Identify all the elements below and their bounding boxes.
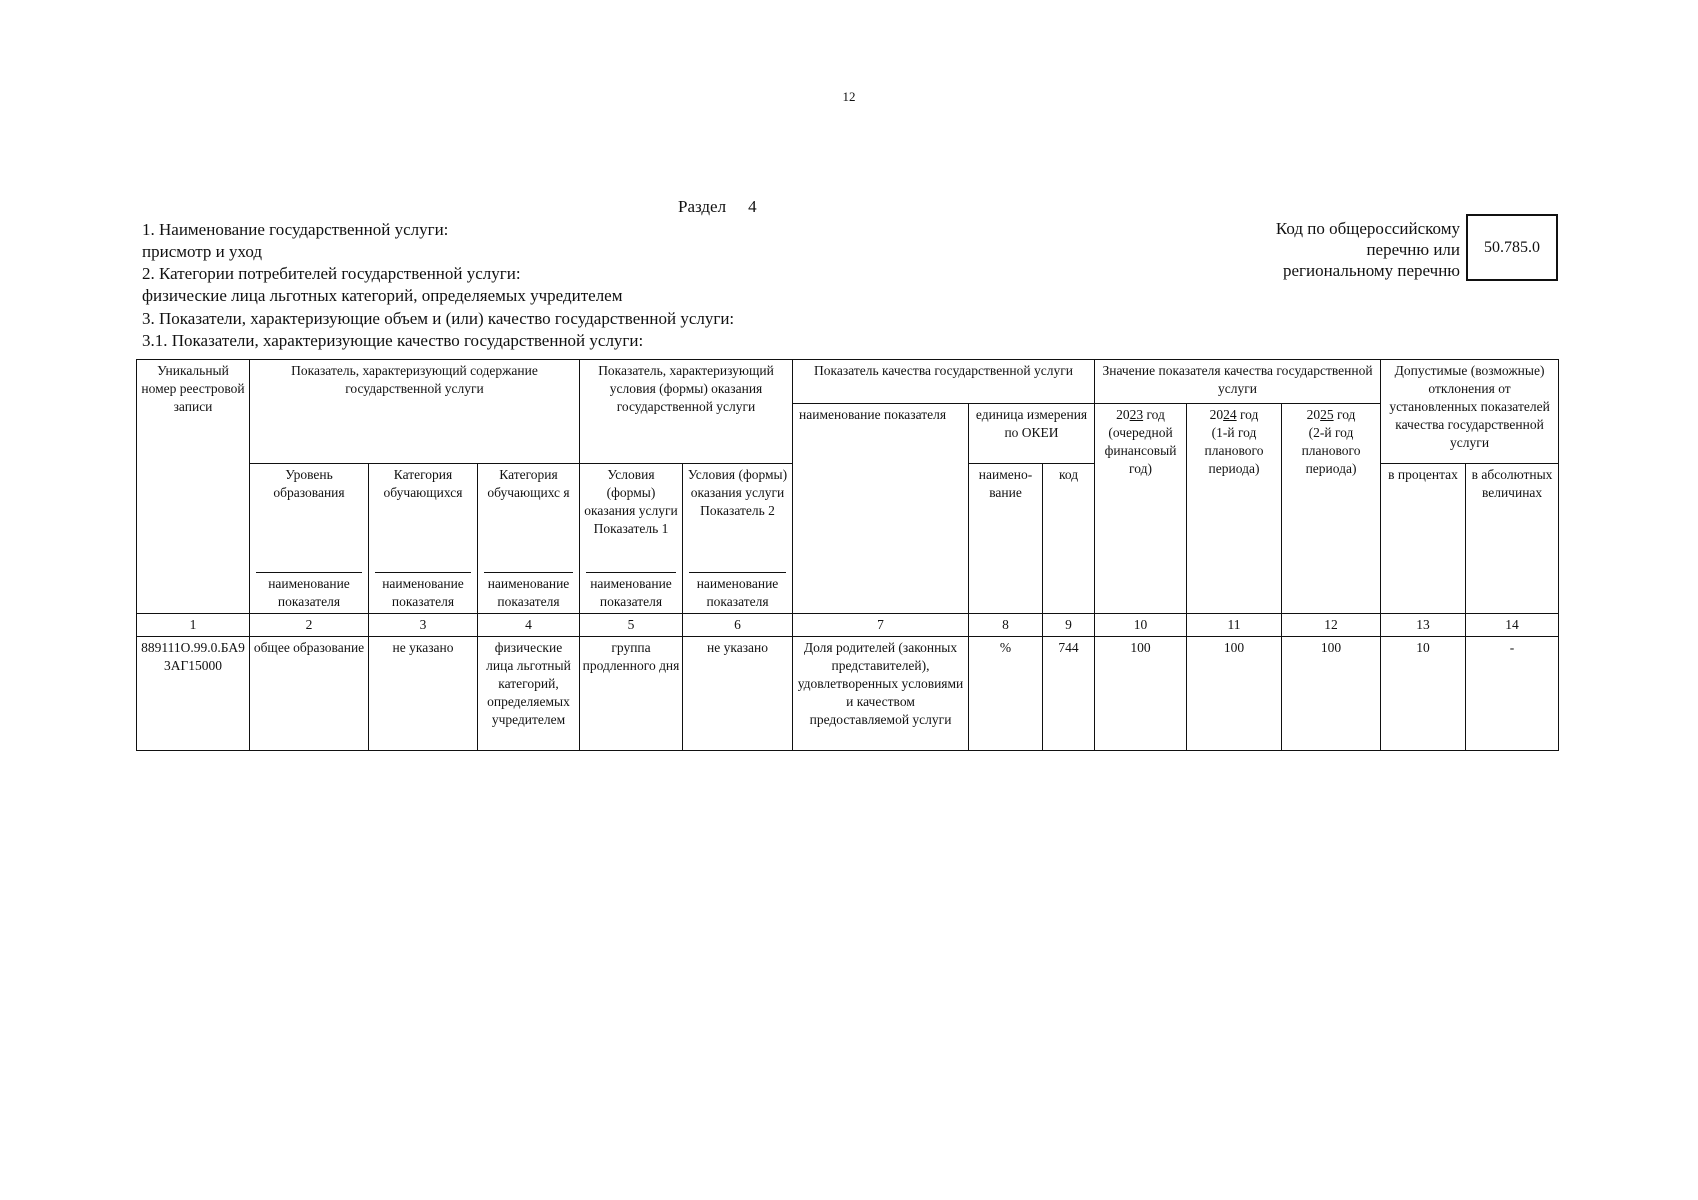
cell-deviation-percent: 10 bbox=[1381, 637, 1466, 751]
service-name-value: присмотр и уход bbox=[142, 242, 263, 261]
cell-condition-2: не указано bbox=[683, 637, 793, 751]
cell-condition-1: группа продленного дня bbox=[580, 637, 683, 751]
header-deviation-absolute: в абсолютных величинах bbox=[1466, 464, 1559, 614]
year-2023-label: год bbox=[1143, 407, 1165, 422]
header-year-2024 bbox=[1187, 404, 1282, 614]
consumers-value: физические лица льготных категорий, определяемых учредителем bbox=[142, 286, 623, 305]
year-2023-desc: (очередной финансовый год) bbox=[1104, 425, 1177, 476]
header-content-indicator: Показатель, характеризующий содержание государственной услуги bbox=[250, 360, 580, 464]
condition-2-sub: наименование показателя bbox=[689, 572, 786, 611]
header-deviation: Допустимые (возможные) отклонения от установленных показателей качества государственной услуги bbox=[1381, 360, 1559, 464]
column-number: 4 bbox=[478, 614, 580, 637]
header-conditions-indicator: Показатель, характеризующий условия (формы) оказания государственной услуги bbox=[580, 360, 793, 464]
cell-value-2025: 100 bbox=[1282, 637, 1381, 751]
header-unit-name: наимено-вание bbox=[969, 464, 1043, 614]
cell-indicator-name: Доля родителей (законных представителей), удовлетворенных условиями и качеством предоставляемой услуги bbox=[793, 637, 969, 751]
quality-indicators-heading: 3.1. Показатели, характеризующие качество государственной услуги: bbox=[142, 331, 644, 350]
year-2025-desc: (2-й год планового периода) bbox=[1301, 425, 1361, 476]
column-number: 10 bbox=[1095, 614, 1187, 637]
quality-indicators-table bbox=[136, 359, 1559, 751]
year-2023-suffix: 23 bbox=[1129, 407, 1144, 422]
registry-code-box bbox=[1466, 214, 1558, 281]
education-level-label: Уровень образования bbox=[273, 467, 345, 500]
column-number: 14 bbox=[1466, 614, 1559, 637]
column-number: 3 bbox=[369, 614, 478, 637]
header-deviation-percent: в процентах bbox=[1381, 464, 1466, 614]
year-2024-suffix: 24 bbox=[1223, 407, 1237, 422]
year-2024-label: год bbox=[1236, 407, 1259, 422]
cell-student-category-2: физические лица льготный категорий, определяемых учредителем bbox=[478, 637, 580, 751]
column-number: 11 bbox=[1187, 614, 1282, 637]
table-row bbox=[137, 637, 1559, 751]
condition-2-label: Условия (формы) оказания услуги Показатель 2 bbox=[687, 467, 788, 518]
column-number: 1 bbox=[137, 614, 250, 637]
header-condition-1 bbox=[580, 464, 683, 614]
year-2024-prefix: 20 bbox=[1209, 407, 1224, 422]
cell-student-category: не указано bbox=[369, 637, 478, 751]
student-category-2-sub: наименование показателя bbox=[484, 572, 573, 611]
registry-code-label bbox=[1276, 218, 1460, 281]
column-number-row bbox=[137, 614, 1559, 637]
year-2025-prefix: 20 bbox=[1306, 407, 1321, 422]
header-education-level bbox=[250, 464, 369, 614]
header-unit-okei: единица измерения по ОКЕИ bbox=[969, 404, 1095, 464]
header-student-category bbox=[369, 464, 478, 614]
header-condition-2 bbox=[683, 464, 793, 614]
student-category-sub: наименование показателя bbox=[375, 572, 471, 611]
header-year-2023 bbox=[1095, 404, 1187, 614]
year-2024-desc: (1-й год планового периода) bbox=[1204, 425, 1264, 476]
cell-value-2024: 100 bbox=[1187, 637, 1282, 751]
section-label: Раздел bbox=[678, 197, 727, 216]
column-number: 9 bbox=[1043, 614, 1095, 637]
student-category-label: Категория обучающихся bbox=[383, 467, 463, 500]
cell-unique-number: 889111О.99.0.БА93АГ15000 bbox=[137, 637, 250, 751]
column-number: 8 bbox=[969, 614, 1043, 637]
registry-code-label-line2: перечню или bbox=[1366, 240, 1460, 259]
column-number: 13 bbox=[1381, 614, 1466, 637]
cell-unit-name: % bbox=[969, 637, 1043, 751]
header-indicator-name: наименование показателя bbox=[793, 404, 969, 614]
year-2025-suffix: 25 bbox=[1320, 407, 1334, 422]
registry-code-label-line3: региональному перечню bbox=[1282, 261, 1460, 280]
student-category-2-label: Категория обучающихс я bbox=[487, 467, 570, 500]
column-number: 7 bbox=[793, 614, 969, 637]
header-quality-indicator: Показатель качества государственной услуги bbox=[793, 360, 1095, 404]
page-number: 12 bbox=[842, 89, 856, 104]
year-2025-label: год bbox=[1333, 407, 1356, 422]
service-name-label: 1. Наименование государственной услуги: bbox=[142, 220, 449, 239]
section-heading bbox=[678, 197, 757, 217]
header-unique-number: Уникальный номер реестровой записи bbox=[137, 360, 250, 614]
column-number: 5 bbox=[580, 614, 683, 637]
header-student-category-2 bbox=[478, 464, 580, 614]
cell-education-level: общее образование bbox=[250, 637, 369, 751]
cell-unit-code: 744 bbox=[1043, 637, 1095, 751]
registry-code-value: 50.785.0 bbox=[1484, 238, 1540, 256]
header-unit-code: код bbox=[1043, 464, 1095, 614]
section-number: 4 bbox=[748, 197, 757, 216]
year-2023-prefix: 20 bbox=[1116, 407, 1130, 422]
header-value: Значение показателя качества государственной услуги bbox=[1095, 360, 1381, 404]
condition-1-label: Условия (формы) оказания услуги Показатель 1 bbox=[584, 467, 678, 536]
column-number: 12 bbox=[1282, 614, 1381, 637]
indicators-heading: 3. Показатели, характеризующие объем и (или) качество государственной услуги: bbox=[142, 309, 735, 328]
education-level-sub: наименование показателя bbox=[256, 572, 362, 611]
cell-value-2023: 100 bbox=[1095, 637, 1187, 751]
column-number: 6 bbox=[683, 614, 793, 637]
consumers-label: 2. Категории потребителей государственной услуги: bbox=[142, 264, 521, 283]
registry-code-label-line1: Код по общероссийскому bbox=[1275, 219, 1460, 238]
condition-1-sub: наименование показателя bbox=[586, 572, 676, 611]
column-number: 2 bbox=[250, 614, 369, 637]
header-year-2025 bbox=[1282, 404, 1381, 614]
cell-deviation-absolute: - bbox=[1466, 637, 1559, 751]
